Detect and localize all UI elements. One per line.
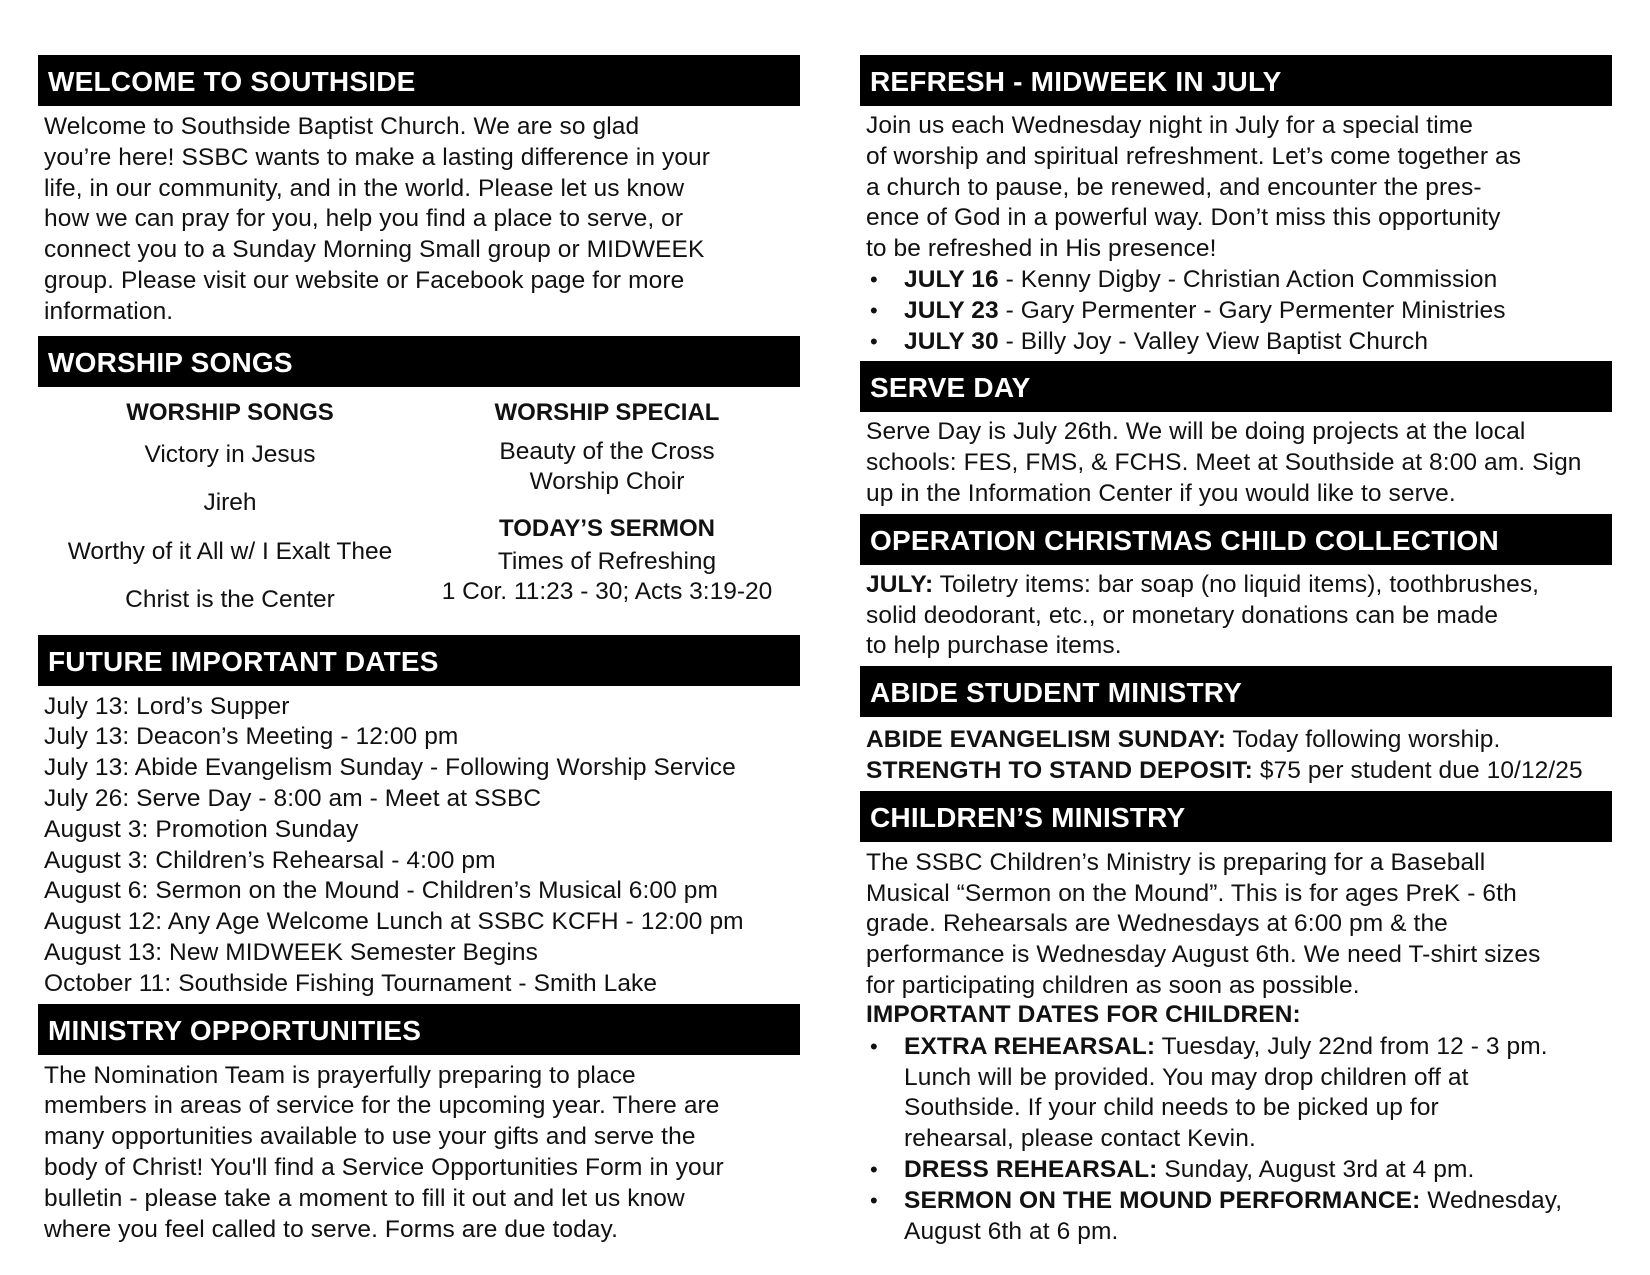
refresh-speaker-list xyxy=(866,265,1608,357)
children-date-item xyxy=(866,1155,1608,1186)
special-column xyxy=(422,395,792,635)
date-item: July 13: Abide Evangelism Sunday - Following Worship Service xyxy=(44,754,736,782)
occ-line-text: Toiletry items: bar soap (no liquid items), toothbrushes, xyxy=(933,570,1540,598)
children-date-text: August 6th at 6 pm. xyxy=(904,1217,1119,1245)
serve-day-line: up in the Information Center if you would like to serve. xyxy=(866,479,1456,507)
children-date-text: rehearsal, please contact Kevin. xyxy=(904,1125,1256,1153)
date-item: August 13: New MIDWEEK Semester Begins xyxy=(44,938,538,966)
welcome-line: life, in our community, and in the world. Please let us know xyxy=(44,174,685,202)
children-line: grade. Rehearsals are Wednesdays at 6:00 pm & the xyxy=(866,910,1448,938)
sermon-title: TODAY’S SERMON xyxy=(498,514,716,542)
sermon-name: Times of Refreshing xyxy=(497,547,717,575)
sermon-scripture: 1 Cor. 11:23 - 30; Acts 3:19-20 xyxy=(441,577,773,605)
speaker-date: JULY 30 xyxy=(904,327,999,355)
song-item: Worthy of it All w/ I Exalt Thee xyxy=(67,537,393,565)
children-line: for participating children as soon as possible. xyxy=(866,971,1360,999)
refresh-line: to be refreshed in His presence! xyxy=(866,235,1217,263)
welcome-line: connect you to a Sunday Morning Small group or MIDWEEK xyxy=(44,236,705,264)
special-title: WORSHIP SPECIAL xyxy=(494,398,720,426)
children-date-label: DRESS REHEARSAL: xyxy=(904,1155,1158,1183)
abide-label: STRENGTH TO STAND DEPOSIT: xyxy=(866,756,1253,784)
children-date-text: Lunch will be provided. You may drop children off at xyxy=(904,1063,1469,1091)
worship-header: WORSHIP SONGS xyxy=(38,336,800,387)
welcome-line: how we can pray for you, help you find a place to serve, or xyxy=(44,205,684,233)
children-line: performance is Wednesday August 6th. We need T-shirt sizes xyxy=(866,941,1541,969)
ministry-opportunities-text xyxy=(38,1055,800,1246)
abide-line xyxy=(866,725,1608,756)
speaker-text: - Billy Joy - Valley View Baptist Church xyxy=(998,327,1429,355)
children-line: The SSBC Children’s Ministry is preparing for a Baseball xyxy=(866,848,1486,876)
date-item: July 13: Lord’s Supper xyxy=(44,692,290,720)
abide-line xyxy=(866,756,1608,787)
date-item: October 11: Southside Fishing Tournament - Smith Lake xyxy=(44,969,658,997)
refresh-header: REFRESH - MIDWEEK IN JULY xyxy=(860,55,1612,106)
welcome-line: Welcome to Southside Baptist Church. We are so glad xyxy=(44,113,640,140)
speaker-date: JULY 23 xyxy=(904,296,999,324)
speaker-item xyxy=(866,265,1608,296)
speaker-text: - Kenny Digby - Christian Action Commission xyxy=(998,265,1498,293)
refresh-line: Join us each Wednesday night in July for a special time xyxy=(866,112,1473,139)
refresh-text xyxy=(860,106,1612,361)
serve-day-line: Serve Day is July 26th. We will be doing projects at the local xyxy=(866,418,1526,446)
ministry-line: The Nomination Team is prayerfully preparing to place xyxy=(44,1061,636,1089)
abide-value: Today following worship. xyxy=(1225,726,1501,754)
serve-day-line: schools: FES, FMS, & FCHS. Meet at Southside at 8:00 am. Sign xyxy=(866,449,1582,477)
occ-line: solid deodorant, etc., or monetary donations can be made xyxy=(866,601,1499,629)
worship-grid xyxy=(38,387,800,635)
ministry-opportunities-section xyxy=(38,1004,800,1246)
abide-text xyxy=(860,717,1612,791)
occ-text xyxy=(860,565,1612,666)
date-item: August 6: Sermon on the Mound - Children’s Musical 6:00 pm xyxy=(44,877,718,905)
occ-label: JULY: xyxy=(866,570,934,598)
speaker-item xyxy=(866,296,1608,327)
occ-section xyxy=(860,514,1612,666)
ministry-opportunities-header: MINISTRY OPPORTUNITIES xyxy=(38,1004,800,1055)
speaker-item xyxy=(866,327,1608,358)
special-item: Beauty of the Cross xyxy=(499,437,715,465)
right-column xyxy=(860,55,1612,1251)
children-date-text: Sunday, August 3rd at 4 pm. xyxy=(1157,1155,1475,1183)
occ-header: OPERATION CHRISTMAS CHILD COLLECTION xyxy=(860,514,1612,565)
abide-value: $75 per student due 10/12/25 xyxy=(1252,756,1583,784)
children-header: CHILDREN’S MINISTRY xyxy=(860,791,1612,842)
date-item: August 12: Any Age Welcome Lunch at SSBC KCFH - 12:00 pm xyxy=(44,908,744,936)
occ-line xyxy=(866,570,1608,601)
ministry-line: where you feel called to serve. Forms are due today. xyxy=(44,1215,618,1243)
welcome-text xyxy=(38,106,800,332)
date-item: July 13: Deacon’s Meeting - 12:00 pm xyxy=(44,723,459,751)
serve-day-section xyxy=(860,361,1612,513)
children-date-text: Tuesday, July 22nd from 12 - 3 pm. xyxy=(1155,1032,1548,1060)
abide-header: ABIDE STUDENT MINISTRY xyxy=(860,666,1612,717)
refresh-section xyxy=(860,55,1612,361)
speaker-text: - Gary Permenter - Gary Permenter Ministries xyxy=(998,296,1506,324)
welcome-section xyxy=(38,55,800,332)
ministry-line: bulletin - please take a moment to fill it out and let us know xyxy=(44,1184,685,1212)
welcome-line: information. xyxy=(44,297,174,325)
children-date-item xyxy=(866,1186,1608,1248)
children-date-text: Wednesday, xyxy=(1420,1186,1563,1214)
song-item: Christ is the Center xyxy=(125,586,335,614)
abide-section xyxy=(860,666,1612,791)
serve-day-header: SERVE DAY xyxy=(860,361,1612,412)
children-dates-list xyxy=(866,1032,1608,1248)
left-column xyxy=(38,55,800,1245)
welcome-header: WELCOME TO SOUTHSIDE xyxy=(38,55,800,106)
welcome-line: group. Please visit our website or Facebook page for more xyxy=(44,266,685,294)
songs-column xyxy=(38,395,422,635)
children-date-text: Southside. If your child needs to be picked up for xyxy=(904,1094,1439,1122)
special-item: Worship Choir xyxy=(529,467,685,495)
children-text xyxy=(860,842,1612,1252)
refresh-line: a church to pause, be renewed, and encounter the pres- xyxy=(866,173,1482,201)
song-item: Jireh xyxy=(203,489,257,517)
speaker-date: JULY 16 xyxy=(904,265,999,293)
abide-label: ABIDE EVANGELISM SUNDAY: xyxy=(866,726,1226,754)
refresh-line: of worship and spiritual refreshment. Let’s come together as xyxy=(866,142,1522,170)
children-line: Musical “Sermon on the Mound”. This is for ages PreK - 6th xyxy=(866,879,1517,907)
song-item: Victory in Jesus xyxy=(144,440,316,468)
ministry-line: members in areas of service for the upcoming year. There are xyxy=(44,1092,720,1120)
future-dates-section xyxy=(38,635,800,1004)
serve-day-text xyxy=(860,412,1612,513)
ministry-line: many opportunities available to use your gifts and serve the xyxy=(44,1123,696,1151)
songs-title: WORSHIP SONGS xyxy=(126,398,334,426)
date-item: July 26: Serve Day - 8:00 am - Meet at SSBC xyxy=(44,784,542,812)
date-item: August 3: Children’s Rehearsal - 4:00 pm xyxy=(44,846,496,874)
ministry-line: body of Christ! You'll find a Service Opportunities Form in your xyxy=(44,1153,724,1181)
children-date-item xyxy=(866,1032,1608,1155)
children-date-label: SERMON ON THE MOUND PERFORMANCE: xyxy=(904,1186,1421,1214)
children-dates-title: IMPORTANT DATES FOR CHILDREN: xyxy=(866,1000,1301,1028)
children-date-label: EXTRA REHEARSAL: xyxy=(904,1032,1156,1060)
future-dates-header: FUTURE IMPORTANT DATES xyxy=(38,635,800,686)
welcome-line: you’re here! SSBC wants to make a lasting difference in your xyxy=(44,143,711,171)
future-dates-list xyxy=(38,686,800,1004)
date-item: August 3: Promotion Sunday xyxy=(44,815,359,843)
worship-section xyxy=(38,336,800,635)
children-section xyxy=(860,791,1612,1252)
occ-line: to help purchase items. xyxy=(866,632,1122,660)
refresh-line: ence of God in a powerful way. Don’t miss this opportunity xyxy=(866,204,1501,232)
